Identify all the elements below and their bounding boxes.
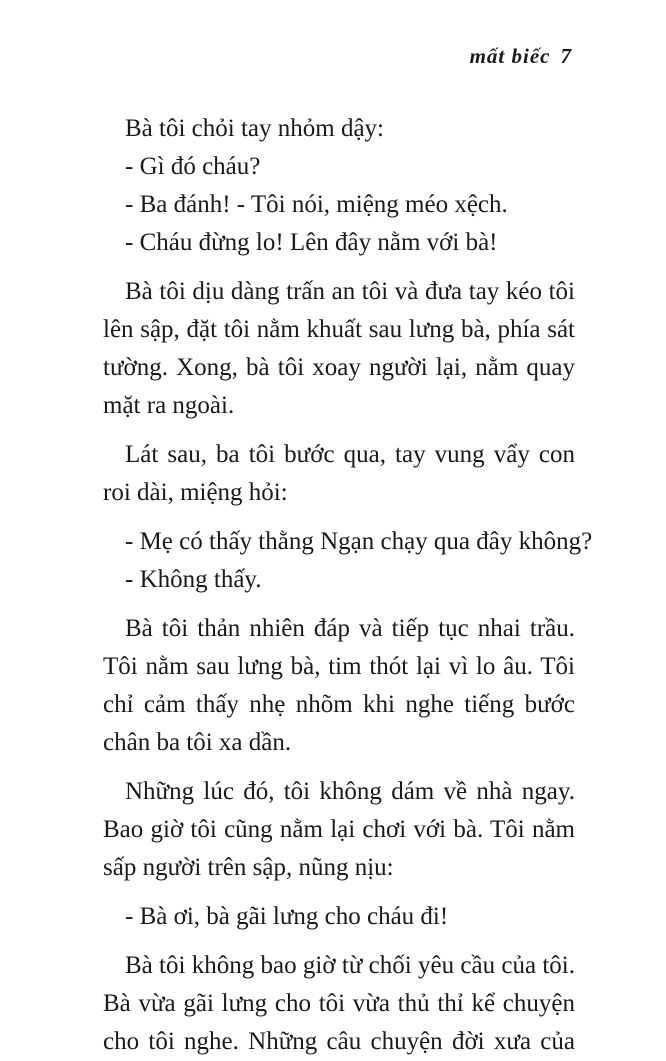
text-line: sấp người trên sập, nũng nịu: xyxy=(103,854,394,881)
text-line: Bà tôi chỏi tay nhỏm dậy: xyxy=(125,115,384,142)
book-title: mất biếc xyxy=(469,44,551,68)
text-line: Lát sau, ba tôi bước qua, tay vung vẩy con xyxy=(125,441,575,468)
text-line: Bà tôi thản nhiên đáp và tiếp tục nhai trầu. xyxy=(125,615,575,642)
text-line: - Cháu đừng lo! Lên đây nằm với bà! xyxy=(125,229,498,256)
text-line: - Mẹ có thấy thằng Ngạn chạy qua đây không? xyxy=(125,528,593,555)
text-line: - Ba đánh! - Tôi nói, miệng méo xệch. xyxy=(125,191,508,218)
text-line: Bà vừa gãi lưng cho tôi vừa thủ thỉ kể chuyện xyxy=(103,990,575,1017)
text-line: lên sập, đặt tôi nằm khuất sau lưng bà, phía sát xyxy=(103,316,575,343)
text-line: chân ba tôi xa dần. xyxy=(103,729,292,756)
text-line: cho tôi nghe. Những câu chuyện đời xưa của xyxy=(103,1028,575,1055)
text-line: Tôi nằm sau lưng bà, tim thót lại vì lo âu. Tôi xyxy=(103,653,575,680)
text-line: - Không thấy. xyxy=(125,566,262,593)
text-line: Bao giờ tôi cũng nằm lại chơi với bà. Tôi nằm xyxy=(103,816,575,843)
text-line: tường. Xong, bà tôi xoay người lại, nằm quay xyxy=(103,354,575,381)
text-line: chỉ cảm thấy nhẹ nhõm khi nghe tiếng bước xyxy=(103,691,575,718)
body-text xyxy=(103,110,593,1061)
text-line: Bà tôi không bao giờ từ chối yêu cầu của tôi. xyxy=(125,952,575,979)
text-line: roi dài, miệng hỏi: xyxy=(103,479,288,506)
text-line: Bà tôi dịu dàng trấn an tôi và đưa tay kéo tôi xyxy=(125,278,575,305)
text-line: Những lúc đó, tôi không dám về nhà ngay. xyxy=(125,778,575,805)
page-number: 7 xyxy=(560,44,572,68)
text-line: - Bà ơi, bà gãi lưng cho cháu đi! xyxy=(125,903,449,930)
running-header xyxy=(470,44,572,69)
text-line: - Gì đó cháu? xyxy=(125,153,261,180)
text-line: mặt ra ngoài. xyxy=(103,392,235,419)
